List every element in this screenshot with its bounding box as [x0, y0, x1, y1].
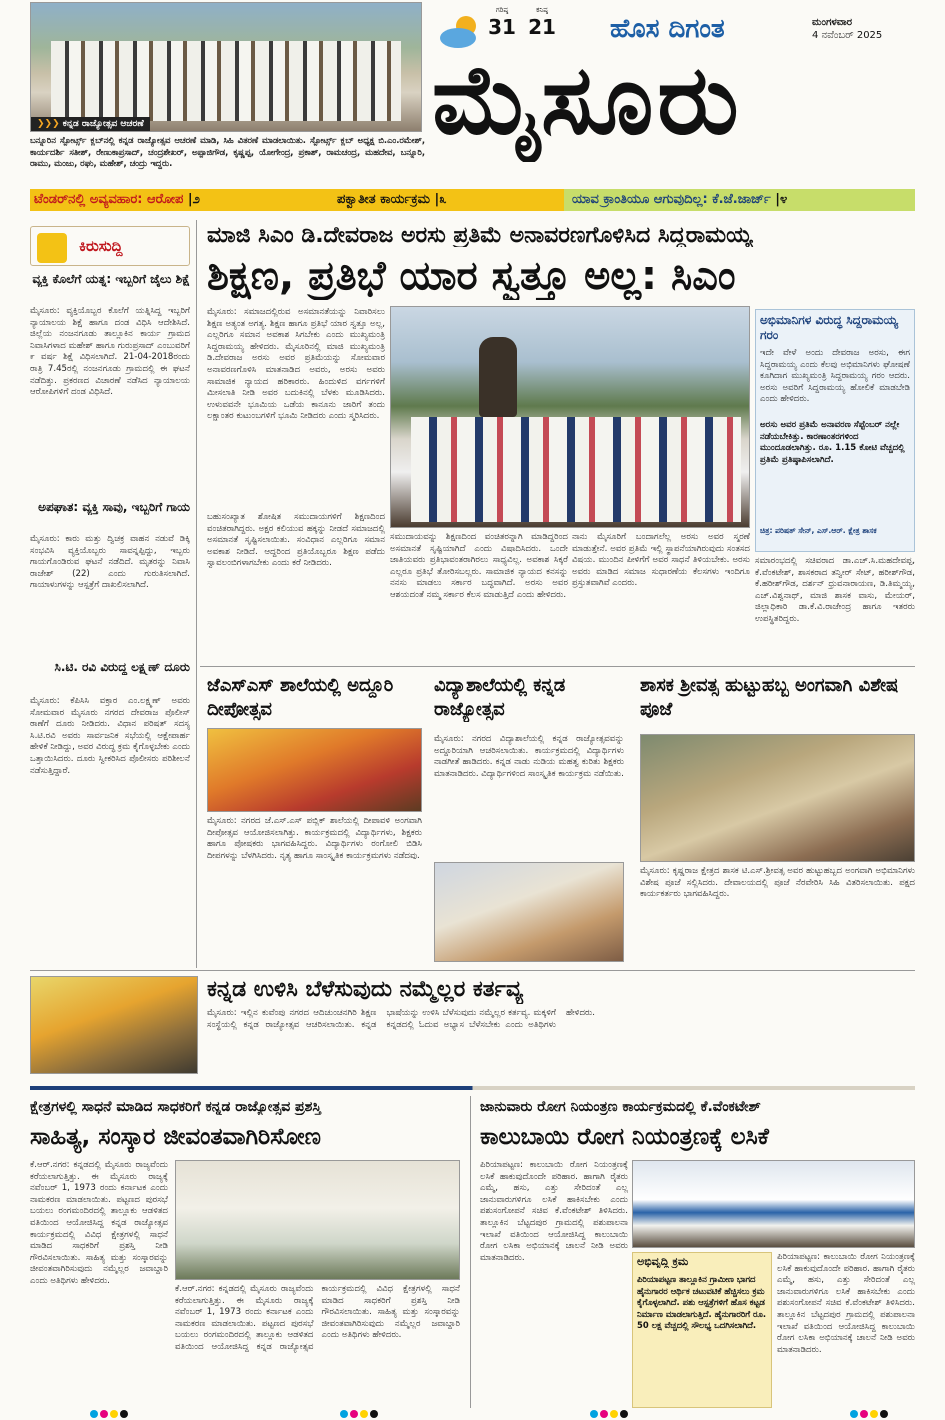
- lead-photo-people: [411, 417, 741, 522]
- edition-date: ಮಂಗಳವಾರ 4 ನವೆಂಬರ್ 2025: [812, 17, 883, 41]
- photo-people: [51, 41, 401, 121]
- vaccine-box-title: ಅಭಿವೃದ್ಧಿ ಕ್ರಮ: [637, 1256, 689, 1268]
- sidebar-item-3-title: ಸಿ.ಟಿ. ರವಿ ವಿರುದ್ಧ ಲಕ್ಷ್ಮಣ್ ದೂರು: [54, 660, 190, 674]
- mla-photo: [640, 734, 915, 862]
- kannada-photo: [30, 976, 198, 1074]
- sidebar-item-2-title: ಅಪಘಾತ: ವ್ಯಕ್ತಿ ಸಾವು, ಇಬ್ಬರಿಗೆ ಗಾಯ: [38, 500, 190, 514]
- reg-dot: [850, 1410, 858, 1418]
- teaser-1[interactable]: ಟೆಂಡರ್‌ನಲ್ಲಿ ಅವ್ಯವಹಾರ: ಆರೋಪ |೨: [34, 192, 200, 207]
- lead-body-3: ಸಮುದಾಯವನ್ನು ಶಿಕ್ಷಣದಿಂದ ವಂಚಿತರನ್ನಾಗಿ ಮಾಡಿದ್ದರಿಂದ ಅಸಮಾನತೆ ಸೃಷ್ಟಿಯಾಗಿದೆ ಎಂದು ವಿಷಾದಿಸಿದರು. ಒಂದೇ ಜಾತಿಯವರು ಪ್ರತಿಭಾವಂತರಾಗಿರಲು ಸಾಧ್ಯವಿಲ್ಲ. ಅವಕಾಶ ಸಿಕ್ಕರೆ ಎಲ್ಲರೂ ಪ್ರತಿಭೆ ತೋರಿಸಬಲ್ಲರು. ಸಾಮಾಜಿಕ ನ್ಯಾಯದ ಕನಸನ್ನು ನನಸು ಮಾಡಲು ಸರ್ಕಾರ ಬದ್ಧವಾಗಿದೆ. ಅರಸು ಅವರ ಆಶಯದಂತೆ ನಮ್ಮ ಸರ್ಕಾರ ಕೆಲಸ ಮಾಡುತ್ತಿದೆ ಎಂದು ಹೇಳಿದರು.: [390, 532, 568, 600]
- reg-dot: [350, 1410, 358, 1418]
- teaser-3[interactable]: ಯಾವ ಕ್ರಾಂತಿಯೂ ಆಗುವುದಿಲ್ಲ: ಕೆ.ಜೆ.ಜಾರ್ಜ್ |೪: [572, 192, 788, 207]
- reg-dot: [590, 1410, 598, 1418]
- reg-dot: [370, 1410, 378, 1418]
- vidya-body: ಮೈಸೂರು: ನಗರದ ವಿದ್ಯಾಶಾಲೆಯಲ್ಲಿ ಕನ್ನಡ ರಾಜ್ಯೋತ್ಸವವನ್ನು ಅದ್ದೂರಿಯಾಗಿ ಆಚರಿಸಲಾಯಿತು. ಕಾರ್ಯಕ್ರಮದಲ್ಲಿ ವಿದ್ಯಾರ್ಥಿಗಳು ನಾಡಗೀತೆ ಹಾಡಿದರು. ಕನ್ನಡ ನಾಡು ನುಡಿಯ ಮಹತ್ವ ಕುರಿತು ಶಿಕ್ಷಕರು ಮಾತನಾಡಿದರು. ವಿದ್ಯಾರ್ಥಿಗಳಿಂದ ಸಾಂಸ್ಕೃತಿಕ ಕಾರ್ಯಕ್ರಮ ನಡೆಯಿತು.: [434, 734, 624, 779]
- jss-photo: [207, 728, 422, 812]
- vaccine-box-body: ಪಿರಿಯಾಪಟ್ಟಣ ತಾಲ್ಲೂಕಿನ ಗ್ರಾಮೀಣ ಭಾಗದ ಹೈನುಗಾರರ ಆರ್ಥಿಕ ಚಟುವಟಿಕೆ ಹೆಚ್ಚಿಸಲು ಕ್ರಮ ಕೈಗೊಳ್ಳಲಾಗಿದೆ. ಪಶು ಆಸ್ಪತ್ರೆಗಳಿಗೆ ಹೊಸ ಕಟ್ಟಡ ನಿರ್ಮಾಣ ಮಾಡಲಾಗುತ್ತಿದೆ. ಹೈನುಗಾರರಿಗೆ ರೂ. 50 ಲಕ್ಷ ವೆಚ್ಚದಲ್ಲಿ ಸೌಲಭ್ಯ ಒದಗಿಸಲಾಗಿದೆ.: [637, 1274, 766, 1330]
- reg-dot: [860, 1410, 868, 1418]
- sidebar-item-3-body: ಮೈಸೂರು: ಕೆಪಿಸಿಸಿ ವಕ್ತಾರ ಎಂ.ಲಕ್ಷ್ಮಣ್ ಅವರು ಸೋಮವಾರ ಮೈಸೂರು ನಗರದ ದೇವರಾಜ ಪೊಲೀಸ್ ಠಾಣೆಗೆ ದೂರು ನೀಡಿದರು. ವಿಧಾನ ಪರಿಷತ್ ಸದಸ್ಯ ಸಿ.ಟಿ.ರವಿ ಅವರು ಸಾರ್ವಜನಿಕ ಸಭೆಯಲ್ಲಿ ಆಕ್ಷೇಪಾರ್ಹ ಹೇಳಿಕೆ ನೀಡಿದ್ದು, ಅವರ ವಿರುದ್ಧ ಕ್ರಮ ಕೈಗೊಳ್ಳಬೇಕು ಎಂದು ಒತ್ತಾಯಿಸಿದರು. ದೂರು ಸ್ವೀಕರಿಸಿದ ಪೊಲೀಸರು ಪರಿಶೀಲನೆ ನಡೆಸುತ್ತಿದ್ದಾರೆ.: [30, 696, 190, 776]
- section-rule: [30, 1086, 915, 1090]
- vaccine-body: ಪಿರಿಯಾಪಟ್ಟಣ: ಕಾಲುಬಾಯಿ ರೋಗ ನಿಯಂತ್ರಣಕ್ಕೆ ಲಸಿಕೆ ಹಾಕುವುದೊಂದೇ ಪರಿಹಾರ. ಹಾಗಾಗಿ ರೈತರು ಎಮ್ಮೆ, ಹಸು, ಎತ್ತು ಸೇರಿದಂತೆ ಎಲ್ಲ ಜಾನುವಾರುಗಳಿಗೂ ಲಸಿಕೆ ಹಾಕಿಸಬೇಕು ಎಂದು ಪಶುಸಂಗೋಪನೆ ಸಚಿವ ಕೆ.ವೆಂಕಟೇಶ್ ತಿಳಿಸಿದರು. ತಾಲ್ಲೂಕಿನ ಬೆಟ್ಟದಪುರ ಗ್ರಾಮದಲ್ಲಿ ಪಶುಪಾಲನಾ ಇಲಾಖೆ ವತಿಯಿಂದ ಆಯೋಜಿಸಿದ್ದ ಕಾಲುಬಾಯಿ ರೋಗ ಲಸಿಕಾ ಅಭಿಯಾನಕ್ಕೆ ಚಾಲನೆ ನೀಡಿ ಅವರು ಮಾತನಾಡಿದರು.: [480, 1160, 628, 1263]
- vidya-photo: [434, 862, 624, 962]
- top-caption: ಬನ್ನೂರಿನ ಸ್ಪೋರ್ಟ್ಸ್ ಕ್ಲಬ್‌ನಲ್ಲಿ ಕನ್ನಡ ರಾಜ್ಯೋತ್ಸವ ಆಚರಣೆ ಮಾಡಿ, ಸಿಹಿ ವಿತರಣೆ ಮಾಡಲಾಯಿತು. ಸ್ಪೋರ್ಟ್ಸ್ ಕ್ಲಬ್ ಅಧ್ಯಕ್ಷ ಬಿ.ಎಂ.ರಮೇಶ್, ಕಾರ್ಯದರ್ಶಿ ಸತೀಶ್, ರೇಣುಕಾಪ್ರಸಾದ್, ಚಂದ್ರಶೇಖರ್, ಅಪ್ಪಾಜಿಗೌಡ, ಕೃಷ್ಣಪ್ಪ, ಯೋಗೇಂದ್ರ, ಪ್ರಕಾಶ್, ರಾಮಚಂದ್ರ, ಮಹದೇವ, ಬನ್ನೂರಿ, ರಾಮು, ಮಂಜು, ರಘು, ಮಹೇಶ್, ಚಂದ್ರು ಇದ್ದರು.: [30, 135, 425, 168]
- krnagar-body-2: ಕೆ.ಆರ್.ನಗರ: ಕನ್ನಡದಲ್ಲಿ ಮೈಸೂರು ರಾಜ್ಯವೆಂದು ಕರೆಯಲಾಗುತ್ತಿತ್ತು. ಈ ಮೈಸೂರು ರಾಜ್ಯಕ್ಕೆ ನವೆಂಬರ್ 1, 1973 ರಂದು ಕರ್ನಾಟಕ ಎಂದು ನಾಮಕರಣ ಮಾಡಲಾಯಿತು. ಪಟ್ಟಣದ ಪುರಸಭೆ ಬಯಲು ರಂಗಮಂದಿರದಲ್ಲಿ ತಾಲ್ಲೂಕು ಆಡಳಿತದ ವತಿಯಿಂದ ಆಯೋಜಿಸಿದ್ದ ಕನ್ನಡ ರಾಜ್ಯೋತ್ಸವ ಕಾರ್ಯಕ್ರಮದಲ್ಲಿ ವಿವಿಧ ಕ್ಷೇತ್ರಗಳಲ್ಲಿ ಸಾಧನೆ ಮಾಡಿದ ಸಾಧಕರಿಗೆ ಪ್ರಶಸ್ತಿ ನೀಡಿ ಗೌರವಿಸಲಾಯಿತು. ಸಾಹಿತ್ಯ ಮತ್ತು ಸಂಸ್ಕಾರವನ್ನು ಜೀವಂತವಾಗಿರಿಸುವುದು ನಮ್ಮೆಲ್ಲರ ಜವಾಬ್ದಾರಿ ಎಂದು ಅತಿಥಿಗಳು ಹೇಳಿದರು.: [175, 1284, 460, 1352]
- reg-dot: [90, 1410, 98, 1418]
- sidebar-logo-label: ಕಿರುಸುದ್ದಿ: [79, 237, 123, 255]
- side-box-body: ಇದೇ ವೇಳೆ ಅಂದು ದೇವರಾಜ ಅರಸು, ಈಗ ಸಿದ್ದರಾಮಯ್ಯ ಎಂದು ಕೆಲವು ಅಭಿಮಾನಿಗಳು ಘೋಷಣೆ ಕೂಗಿದಾಗ ಮುಖ್ಯಮಂತ್ರಿ ಸಿದ್ದರಾಮಯ್ಯ ಗರಂ ಆದರು. ಅರಸು ಅವರಿಗೆ ಸಿದ್ದರಾಮಯ್ಯ ಹೋಲಿಕೆ ಮಾಡಬೇಡಿ ಎಂದು ಹೇಳಿದರು.: [760, 348, 910, 405]
- vaccine-body-2: ಪಿರಿಯಾಪಟ್ಟಣ: ಕಾಲುಬಾಯಿ ರೋಗ ನಿಯಂತ್ರಣಕ್ಕೆ ಲಸಿಕೆ ಹಾಕುವುದೊಂದೇ ಪರಿಹಾರ. ಹಾಗಾಗಿ ರೈತರು ಎಮ್ಮೆ, ಹಸು, ಎತ್ತು ಸೇರಿದಂತೆ ಎಲ್ಲ ಜಾನುವಾರುಗಳಿಗೂ ಲಸಿಕೆ ಹಾಕಿಸಬೇಕು ಎಂದು ಪಶುಸಂಗೋಪನೆ ಸಚಿವ ಕೆ.ವೆಂಕಟೇಶ್ ತಿಳಿಸಿದರು. ತಾಲ್ಲೂಕಿನ ಬೆಟ್ಟದಪುರ ಗ್ರಾಮದಲ್ಲಿ ಪಶುಪಾಲನಾ ಇಲಾಖೆ ವತಿಯಿಂದ ಆಯೋಜಿಸಿದ್ದ ಕಾಲುಬಾಯಿ ರೋಗ ಲಸಿಕಾ ಅಭಿಯಾನಕ್ಕೆ ಚಾಲನೆ ನೀಡಿ ಅವರು ಮಾತನಾಡಿದರು.: [777, 1252, 915, 1355]
- lead-kicker: ಮಾಜಿ ಸಿಎಂ ಡಿ.ದೇವರಾಜ ಅರಸು ಪ್ರತಿಮೆ ಅನಾವರಣಗೊಳಿಸಿದ ಸಿದ್ದರಾಮಯ್ಯ: [207, 224, 753, 248]
- lead-photo: [390, 306, 750, 528]
- krnagar-body-1: ಕೆ.ಆರ್.ನಗರ: ಕನ್ನಡದಲ್ಲಿ ಮೈಸೂರು ರಾಜ್ಯವೆಂದು ಕರೆಯಲಾಗುತ್ತಿತ್ತು. ಈ ಮೈಸೂರು ರಾಜ್ಯಕ್ಕೆ ನವೆಂಬರ್ 1, 1973 ರಂದು ಕರ್ನಾಟಕ ಎಂದು ನಾಮಕರಣ ಮಾಡಲಾಯಿತು. ಪಟ್ಟಣದ ಪುರಸಭೆ ಬಯಲು ರಂಗಮಂದಿರದಲ್ಲಿ ತಾಲ್ಲೂಕು ಆಡಳಿತದ ವತಿಯಿಂದ ಆಯೋಜಿಸಿದ್ದ ಕನ್ನಡ ರಾಜ್ಯೋತ್ಸವ ಕಾರ್ಯಕ್ರಮದಲ್ಲಿ ವಿವಿಧ ಕ್ಷೇತ್ರಗಳಲ್ಲಿ ಸಾಧನೆ ಮಾಡಿದ ಸಾಧಕರಿಗೆ ಪ್ರಶಸ್ತಿ ನೀಡಿ ಗೌರವಿಸಲಾಯಿತು. ಸಾಹಿತ್ಯ ಮತ್ತು ಸಂಸ್ಕಾರವನ್ನು ಜೀವಂತವಾಗಿರಿಸುವುದು ನಮ್ಮೆಲ್ಲರ ಜವಾಬ್ದಾರಿ ಎಂದು ಅತಿಥಿಗಳು ಹೇಳಿದರು.: [30, 1160, 168, 1286]
- weather-low: ಕನಿಷ್ಠ 21: [528, 6, 556, 39]
- top-photo-tag: ❯❯❯ ಕನ್ನಡ ರಾಜ್ಯೋತ್ಸವ ಆಚರಣೆ: [31, 117, 150, 131]
- sidebar-item-1-title: ವ್ಯಕ್ತಿ ಕೊಲೆಗೆ ಯತ್ನ: ಇಬ್ಬರಿಗೆ ಜೈಲು ಶಿಕ್ಷೆ: [32, 272, 190, 286]
- jss-headline: ಜೆಎಸ್‌ಎಸ್ ಶಾಲೆಯಲ್ಲಿ ಅದ್ದೂರಿ ದೀಪೋತ್ಸವ: [207, 675, 394, 720]
- sidebar-divider: [196, 220, 197, 968]
- reg-dot: [110, 1410, 118, 1418]
- reg-dot: [120, 1410, 128, 1418]
- mid-rule: [30, 970, 915, 971]
- reg-dot: [620, 1410, 628, 1418]
- bottom-col-divider: [470, 1096, 471, 1408]
- krnagar-photo: [175, 1160, 460, 1280]
- lead-body-5: ಸಮಾರಂಭದಲ್ಲಿ ಸಚಿವರಾದ ಡಾ.ಎಚ್.ಸಿ.ಮಹದೇವಪ್ಪ, ಕೆ.ವೆಂಕಟೇಶ್, ಶಾಸಕರಾದ ತನ್ವೀರ್ ಸೇಟ್, ಹರೀಶ್‌ಗೌಡ, ಕೆ.ಹರೀಶ್‌ಗೌಡ, ದರ್ಶನ್ ಧ್ರುವನಾರಾಯಣ, ಡಿ.ತಿಮ್ಮಯ್ಯ, ಎಚ್.ವಿಶ್ವನಾಥ್, ಮಾಜಿ ಶಾಸಕ ವಾಸು, ಮೇಯರ್, ಜಿಲ್ಲಾಧಿಕಾರಿ ಡಾ.ಕೆ.ವಿ.ರಾಜೇಂದ್ರ ಹಾಗೂ ಇತರರು ಉಪಸ್ಥಿತರಿದ್ದರು.: [755, 556, 915, 624]
- reg-dot: [870, 1410, 878, 1418]
- lead-photo-statue: [479, 337, 517, 417]
- sidebar-logo-icon: [37, 233, 67, 263]
- edition-title: ಮೈಸೂರು: [432, 44, 743, 156]
- vaccine-photo: [632, 1160, 915, 1248]
- reg-dot: [100, 1410, 108, 1418]
- lead-body-1: ಮೈಸೂರು: ಸಮಾಜದಲ್ಲಿರುವ ಅಸಮಾನತೆಯನ್ನು ನಿವಾರಿಸಲು ಶಿಕ್ಷಣ ಅತ್ಯಂತ ಅಗತ್ಯ. ಶಿಕ್ಷಣ ಹಾಗೂ ಪ್ರತಿಭೆ ಯಾರ ಸ್ವತ್ತೂ ಅಲ್ಲ, ಎಲ್ಲರಿಗೂ ಸಮಾನ ಅವಕಾಶ ಸಿಗಬೇಕು ಎಂದು ಮುಖ್ಯಮಂತ್ರಿ ಸಿದ್ದರಾಮಯ್ಯ ಹೇಳಿದರು. ಮೈಸೂರಿನಲ್ಲಿ ಮಾಜಿ ಮುಖ್ಯಮಂತ್ರಿ ಡಿ.ದೇವರಾಜ ಅರಸು ಅವರ ಪ್ರತಿಮೆಯನ್ನು ಸೋಮವಾರ ಅನಾವರಣಗೊಳಿಸಿ ಮಾತನಾಡಿದ ಅವರು, ಅರಸು ಅವರು ಸಾಮಾಜಿಕ ನ್ಯಾಯದ ಹರಿಕಾರರು. ಹಿಂದುಳಿದ ವರ್ಗಗಳಿಗೆ ಮೀಸಲಾತಿ ನೀಡಿ ಅವರ ಬದುಕಿನಲ್ಲಿ ಬೆಳಕು ಮೂಡಿಸಿದರು. ಉಳುವವನೇ ಭೂಮಿಯ ಒಡೆಯ ಕಾನೂನು ಜಾರಿಗೆ ತಂದು ಲಕ್ಷಾಂತರ ಕುಟುಂಬಗಳಿಗೆ ಭೂಮಿ ನೀಡಿದರು ಎಂದು ಸ್ಮರಿಸಿದರು.: [207, 307, 385, 422]
- mla-body: ಮೈಸೂರು: ಕೃಷ್ಣರಾಜ ಕ್ಷೇತ್ರದ ಶಾಸಕ ಟಿ.ಎಸ್.ಶ್ರೀವತ್ಸ ಅವರ ಹುಟ್ಟುಹಬ್ಬದ ಅಂಗವಾಗಿ ಅಭಿಮಾನಿಗಳು ವಿಶೇಷ ಪೂಜೆ ಸಲ್ಲಿಸಿದರು. ದೇವಾಲಯದಲ್ಲಿ ಪೂಜೆ ನೆರವೇರಿಸಿ ಸಿಹಿ ವಿತರಿಸಲಾಯಿತು. ಪಕ್ಷದ ಕಾರ್ಯಕರ್ತರು ಭಾಗವಹಿಸಿದ್ದರು.: [640, 866, 915, 900]
- sidebar-logo: [30, 226, 190, 266]
- teaser-2[interactable]: ಪಕ್ವಾತೀತ ಕಾರ್ಯಕ್ರಮ |೩: [337, 192, 447, 207]
- krnagar-headline: ಸಾಹಿತ್ಯ, ಸಂಸ್ಕಾರ ಜೀವಂತವಾಗಿರಿಸೋಣ: [30, 1124, 321, 1150]
- vaccine-headline: ಕಾಲುಬಾಯಿ ರೋಗ ನಿಯಂತ್ರಣಕ್ಕೆ ಲಸಿಕೆ: [480, 1124, 769, 1150]
- lead-bottom-rule: [200, 666, 915, 667]
- reg-dot: [600, 1410, 608, 1418]
- weather-high: ಗರಿಷ್ಠ 31: [488, 6, 516, 39]
- kannada-headline: ಕನ್ನಡ ಉಳಿಸಿ ಬೆಳೆಸುವುದು ನಮ್ಮೆಲ್ಲರ ಕರ್ತವ್ಯ: [207, 977, 523, 1002]
- krnagar-kicker: ಕ್ಷೇತ್ರಗಳಲ್ಲಿ ಸಾಧನೆ ಮಾಡಿದ ಸಾಧಕರಿಗೆ ಕನ್ನಡ ರಾಜ್ಯೋತ್ಸವ ಪ್ರಶಸ್ತಿ: [30, 1100, 321, 1115]
- side-box-highlight: ಅರಸು ಅವರ ಪ್ರತಿಮೆ ಅನಾವರಣ ಸೆಪ್ಟೆಂಬರ್ ನಲ್ಲೇ ನಡೆಯಬೇಕಿತ್ತು. ಕಾರಣಾಂತರಗಳಿಂದ ಮುಂದೂಡಲಾಗಿತ್ತು. ರೂ. 1.15 ಕೋಟಿ ವೆಚ್ಚದಲ್ಲಿ ಪ್ರತಿಮೆ ಪ್ರತಿಷ್ಠಾಪಿಸಲಾಗಿದೆ.: [760, 420, 905, 465]
- reg-dot: [880, 1410, 888, 1418]
- reg-dot: [360, 1410, 368, 1418]
- top-photo: [30, 2, 422, 132]
- reg-dot: [340, 1410, 348, 1418]
- reg-dot: [610, 1410, 618, 1418]
- jss-body: ಮೈಸೂರು: ನಗರದ ಜೆ.ಎಸ್.ಎಸ್ ಪಬ್ಲಿಕ್ ಶಾಲೆಯಲ್ಲಿ ದೀಪಾವಳಿ ಅಂಗವಾಗಿ ದೀಪೋತ್ಸವ ಆಯೋಜಿಸಲಾಗಿತ್ತು. ಕಾರ್ಯಕ್ರಮದಲ್ಲಿ ವಿದ್ಯಾರ್ಥಿಗಳು, ಶಿಕ್ಷಕರು ಹಾಗೂ ಪೋಷಕರು ಭಾಗವಹಿಸಿದ್ದರು. ವಿದ್ಯಾರ್ಥಿಗಳು ರಂಗೋಲಿ ಬಿಡಿಸಿ ದೀಪಗಳನ್ನು ಬೆಳಗಿಸಿದರು. ನೃತ್ಯ ಹಾಗೂ ಸಾಂಸ್ಕೃತಿಕ ಕಾರ್ಯಕ್ರಮಗಳು ನಡೆದವು.: [207, 816, 422, 861]
- paper-name-logo: ಹೊಸ ದಿಗಂತ: [610, 14, 725, 44]
- side-box-credit: ಚಿತ್ರ: ಪರಿಷತ್ ಸೇನ್, ಎಸ್.ಆರ್. ಕ್ಷೇತ್ರ ಶಾಸಕ: [760, 526, 877, 535]
- lead-body-4: ನಾನು ಮೈಸೂರಿಗೆ ಬಂದಾಗಲೆಲ್ಲ ಅರಸು ಅವರ ಸ್ಮರಣೆ ಮಾಡುತ್ತೇನೆ. ಅವರ ಪ್ರತಿಮೆ ಇಲ್ಲಿ ಸ್ಥಾಪನೆಯಾಗಿರುವುದು ಸಂತಸದ ವಿಷಯ. ಮುಂದಿನ ಪೀಳಿಗೆಗೆ ಅವರ ಸಾಧನೆ ತಿಳಿಯಬೇಕು. ಅರಸು ಅವರು ಮಾಡಿದ ಸಮಾಜ ಸುಧಾರಣೆಯ ಕೆಲಸಗಳು ಇಂದಿಗೂ ಪ್ರಸ್ತುತವಾಗಿವೆ ಎಂದರು.: [572, 532, 750, 589]
- sidebar-item-1-body: ಮೈಸೂರು: ವ್ಯಕ್ತಿಯೊಬ್ಬರ ಕೊಲೆಗೆ ಯತ್ನಿಸಿದ್ದ ಇಬ್ಬರಿಗೆ ನ್ಯಾಯಾಲಯ ಶಿಕ್ಷೆ ಹಾಗೂ ದಂಡ ವಿಧಿಸಿ ಆದೇಶಿಸಿದೆ. ಜಿಲ್ಲೆಯ ನಂಜನಗೂಡು ತಾಲ್ಲೂಕಿನ ಕಾರ್ಯ ಗ್ರಾಮದ ನಿವಾಸಿಗಳಾದ ಮಹೇಶ್ ಹಾಗೂ ಗುರುಪ್ರಸಾದ್ ಎಂಬುವರಿಗೆ ೯ ವರ್ಷ ಶಿಕ್ಷೆ ವಿಧಿಸಲಾಗಿದೆ. 21-04-2018ರಂದು ರಾತ್ರಿ 7.45ರಲ್ಲಿ ನಂಜನಗೂಡು ಗ್ರಾಮದಲ್ಲಿ ಈ ಘಟನೆ ನಡೆದಿತ್ತು. ಪ್ರಕರಣದ ವಿಚಾರಣೆ ನಡೆಸಿದ ನ್ಯಾಯಾಲಯ ಆರೋಪಿಗಳಿಗೆ ದಂಡ ವಿಧಿಸಿದೆ.: [30, 306, 190, 398]
- side-box-title: ಅಭಿಮಾನಿಗಳ ವಿರುದ್ಧ ಸಿದ್ದರಾಮಯ್ಯ ಗರಂ: [760, 313, 899, 342]
- vaccine-kicker: ಜಾನುವಾರು ರೋಗ ನಿಯಂತ್ರಣ ಕಾರ್ಯಕ್ರಮದಲ್ಲಿ ಕೆ.ವೆಂಕಟೇಶ್: [480, 1100, 761, 1115]
- lead-headline: ಶಿಕ್ಷಣ, ಪ್ರತಿಭೆ ಯಾರ ಸ್ವತ್ತೂ ಅಲ್ಲ: ಸಿಎಂ: [207, 253, 736, 299]
- vidya-headline: ವಿದ್ಯಾಶಾಲೆಯಲ್ಲಿ ಕನ್ನಡ ರಾಜ್ಯೋತ್ಸವ: [434, 675, 566, 720]
- kannada-body: ಮೈಸೂರು: ಇಲ್ಲಿನ ಕುವೆಂಪು ನಗರದ ಆದಿಚುಂಚನಗಿರಿ ಶಿಕ್ಷಣ ಸಂಸ್ಥೆಯಲ್ಲಿ ಕನ್ನಡ ರಾಜ್ಯೋತ್ಸವ ಆಚರಿಸಲಾಯಿತು. ಕನ್ನಡ ಭಾಷೆಯನ್ನು ಉಳಿಸಿ ಬೆಳೆಸುವುದು ನಮ್ಮೆಲ್ಲರ ಕರ್ತವ್ಯ. ಮಕ್ಕಳಿಗೆ ಕನ್ನಡದಲ್ಲಿ ಓದುವ ಅಭ್ಯಾಸ ಬೆಳೆಸಬೇಕು ಎಂದು ಅತಿಥಿಗಳು ಹೇಳಿದರು.: [207, 1008, 596, 1030]
- lead-body-2: ಬಹುಸಂಖ್ಯಾತ ಶೋಷಿತ ಸಮುದಾಯಗಳಿಗೆ ಶಿಕ್ಷಣದಿಂದ ವಂಚಿತರಾಗಿದ್ದರು. ಅಕ್ಷರ ಕಲಿಯುವ ಹಕ್ಕನ್ನು ನೀಡದೆ ಸಮಾಜದಲ್ಲಿ ಅಸಮಾನತೆ ಸೃಷ್ಟಿಸಲಾಯಿತು. ಸಂವಿಧಾನ ಎಲ್ಲರಿಗೂ ಸಮಾನ ಅವಕಾಶ ನೀಡಿದೆ. ಆದ್ದರಿಂದ ಪ್ರತಿಯೊಬ್ಬರೂ ಶಿಕ್ಷಣ ಪಡೆದು ಸ್ವಾವಲಂಬಿಗಳಾಗಬೇಕು ಎಂದು ಕರೆ ನೀಡಿದರು.: [207, 512, 385, 569]
- mla-headline: ಶಾಸಕ ಶ್ರೀವತ್ಸ ಹುಟ್ಟುಹಬ್ಬ ಅಂಗವಾಗಿ ವಿಶೇಷ ಪೂಜೆ: [640, 675, 899, 720]
- sidebar-item-2-body: ಮೈಸೂರು: ಕಾರು ಮತ್ತು ದ್ವಿಚಕ್ರ ವಾಹನ ನಡುವೆ ಡಿಕ್ಕಿ ಸಂಭವಿಸಿ ವ್ಯಕ್ತಿಯೊಬ್ಬರು ಸಾವನ್ನಪ್ಪಿದ್ದು, ಇಬ್ಬರು ಗಾಯಗೊಂಡಿರುವ ಘಟನೆ ನಡೆದಿದೆ. ಮೃತರನ್ನು ನಿವಾಸಿ ರಾಜೇಶ್ (22) ಎಂದು ಗುರುತಿಸಲಾಗಿದೆ. ಗಾಯಾಳುಗಳನ್ನು ಆಸ್ಪತ್ರೆಗೆ ದಾಖಲಿಸಲಾಗಿದೆ.: [30, 534, 190, 591]
